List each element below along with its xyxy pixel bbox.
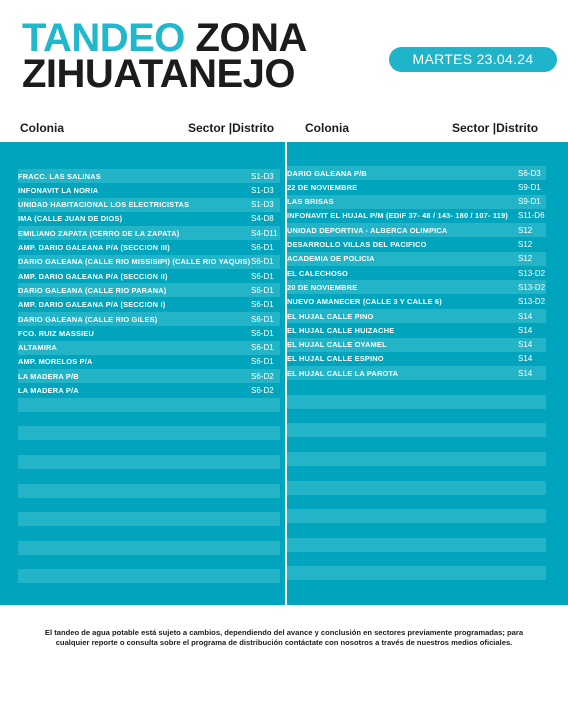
left-table-row [18, 183, 280, 197]
sector-code: S14 [518, 368, 533, 378]
sector-code: S9-D1 [518, 197, 541, 207]
sector-code: S6-D3 [518, 168, 541, 178]
sector-code: S1-D3 [251, 200, 274, 210]
sector-code: S11-D6 [518, 211, 545, 221]
sector-code: S6-D2 [251, 386, 274, 395]
sector-code: S6-D1 [251, 300, 274, 310]
sector-code: S6-D1 [251, 243, 274, 252]
right-header-sector-distrito [452, 121, 538, 135]
title-accent: TANDEO [22, 16, 185, 60]
right-header-distrito: Distrito [496, 121, 539, 135]
colonia-name: LAS BRISAS [287, 197, 334, 207]
left-table-row [18, 369, 280, 383]
right-schedule-panel [287, 142, 568, 605]
colonia-name: 20 DE NOVIEMBRE [287, 282, 358, 292]
left-table-row [18, 283, 280, 297]
colonia-name: 22 DE NOVIEMBRE [287, 182, 358, 192]
sector-code: S9-D1 [518, 182, 541, 192]
right-header-sector: Sector [452, 121, 490, 135]
left-table-row [18, 198, 280, 212]
colonia-name: UNIDAD DEPORTIVA - ALBERCA OLIMPICA [287, 225, 448, 235]
colonia-name: DARIO GALEANA (CALLE RIO PARANA) [18, 285, 167, 295]
right-table-row [287, 238, 546, 252]
sector-code: S12 [518, 254, 533, 264]
colonia-name: UNIDAD HABITACIONAL LOS ELECTRICISTAS [18, 200, 190, 210]
colonia-name: EMILIANO ZAPATA (CERRO DE LA ZAPATA) [18, 228, 180, 238]
colonia-name: AMP. DARIO GALEANA P/A (SECCION I) [18, 300, 166, 310]
sector-code: S14 [518, 325, 533, 335]
sector-code: S13-D2 [518, 282, 546, 292]
left-table-row [18, 212, 280, 226]
left-header-sector-distrito [188, 121, 274, 135]
title-city: ZIHUATANEJO [22, 52, 296, 96]
left-table-row [18, 312, 280, 326]
sector-code: S6-D1 [251, 271, 274, 281]
right-table-row [287, 223, 546, 237]
right-table-row [287, 352, 546, 366]
left-schedule-panel [0, 142, 285, 605]
right-table-row [287, 338, 546, 352]
right-stripe [287, 452, 546, 466]
colonia-name: ACADEMIA DE POLICIA [287, 254, 375, 264]
left-table-row [18, 298, 280, 312]
left-header-colonia: Colonia [20, 121, 64, 135]
right-stripe [287, 395, 546, 409]
right-table-row [287, 366, 546, 380]
date-badge: MARTES 23.04.24 [389, 47, 557, 72]
sector-code: S14 [518, 340, 533, 350]
left-table-row [18, 326, 280, 340]
colonia-name: DARIO GALEANA (CALLE RIO MISSISIPI) (CALLE RIO YAQUIS) [18, 257, 251, 267]
left-stripe [18, 541, 280, 555]
colonia-name: AMP. DARIO GALEANA P/A (SECCION II) [18, 271, 168, 281]
sector-code: S13-D2 [518, 268, 546, 278]
right-table-row [287, 195, 546, 209]
left-table-row [18, 255, 280, 269]
right-header-separator: | [492, 121, 497, 135]
sector-code: S4-D8 [251, 214, 274, 224]
right-table-row [287, 209, 546, 223]
right-table-row [287, 295, 546, 309]
right-stripe [287, 481, 546, 495]
colonia-name: LA MADERA P/A [18, 386, 79, 395]
left-table-row [18, 226, 280, 240]
colonia-name: EL CALECHOSO [287, 268, 348, 278]
colonia-name: DARIO GALEANA (CALLE RIO GILES) [18, 314, 158, 324]
left-stripe [18, 484, 280, 498]
left-stripe [18, 398, 280, 412]
sector-code: S6-D1 [251, 343, 274, 353]
left-table-row [18, 355, 280, 369]
left-stripe [18, 512, 280, 526]
right-table-row [287, 323, 546, 337]
sector-code: S14 [518, 311, 533, 321]
left-table-row [18, 169, 280, 183]
sector-code: S6-D1 [251, 257, 274, 267]
colonia-name: IMA (CALLE JUAN DE DIOS) [18, 214, 123, 224]
page-title [22, 16, 307, 96]
colonia-name: DARIO GALEANA P/B [287, 168, 367, 178]
left-table-row [18, 269, 280, 283]
left-table-row [18, 241, 280, 255]
right-stripe [287, 509, 546, 523]
right-table-row [287, 309, 546, 323]
footer-disclaimer: El tandeo de agua potable está sujeto a cambios, dependiendo del avance y conclusión en sectores previamente programadas; para cualquier reporte o consulta sobre el programa de distribución contáctate con nosotros a través de nuestros medios oficiales. [44, 628, 524, 647]
colonia-name: DESARROLLO VILLAS DEL PACIFICO [287, 240, 427, 249]
colonia-name: FCO. RUIZ MASSIEU [18, 328, 95, 338]
sector-code: S14 [518, 354, 533, 364]
sector-code: S13-D2 [518, 297, 546, 307]
right-stripe [287, 566, 546, 580]
colonia-name: NUEVO AMANECER (CALLE 3 Y CALLE 6) [287, 297, 442, 307]
sector-code: S6-D2 [251, 371, 274, 381]
left-stripe [18, 569, 280, 583]
right-table-row [287, 166, 546, 180]
left-header-distrito: Distrito [232, 121, 275, 135]
colonia-name: AMP. MORELOS P/A [18, 357, 93, 367]
colonia-name: EL HUJAL CALLE PINO [287, 311, 374, 321]
right-table-row [287, 180, 546, 194]
sector-code: S6-D1 [251, 328, 274, 338]
sector-code: S6-D1 [251, 357, 274, 367]
sector-code: S12 [518, 225, 533, 235]
right-header-colonia: Colonia [305, 121, 349, 135]
sector-code: S6-D1 [251, 314, 274, 324]
colonia-name: EL HUJAL CALLE ESPINO [287, 354, 384, 364]
title-zona: ZONA [195, 16, 307, 60]
colonia-name: INFONAVIT LA NORIA [18, 185, 99, 195]
left-stripe [18, 455, 280, 469]
left-table-row [18, 341, 280, 355]
left-stripe [18, 426, 280, 440]
colonia-name: ALTAMIRA [18, 343, 58, 353]
sector-code: S1-D3 [251, 185, 274, 195]
right-stripe [287, 538, 546, 552]
sector-code: S12 [518, 240, 533, 249]
sector-code: S4-D11 [251, 228, 278, 238]
colonia-name: EL HUJAL CALLE LA PAROTA [287, 368, 399, 378]
sector-code: S1-D3 [251, 171, 274, 181]
left-header-sector: Sector [188, 121, 226, 135]
colonia-name: EL HUJAL CALLE HUIZACHE [287, 325, 395, 335]
colonia-name: EL HUJAL CALLE OYAMEL [287, 340, 387, 350]
colonia-name: LA MADERA P/B [18, 371, 79, 381]
left-table-row [18, 384, 280, 398]
colonia-name: AMP. DARIO GALEANA P/A (SECCION III) [18, 243, 170, 252]
right-stripe [287, 423, 546, 437]
right-table-row [287, 266, 546, 280]
right-table-row [287, 280, 546, 294]
left-header-separator: | [228, 121, 233, 135]
colonia-name: INFONAVIT EL HUJAL P/M (EDIF 37- 48 / 143- 180 / 107- 119) [287, 211, 509, 221]
sector-code: S6-D1 [251, 285, 274, 295]
right-table-row [287, 252, 546, 266]
colonia-name: FRACC. LAS SALINAS [18, 171, 101, 181]
